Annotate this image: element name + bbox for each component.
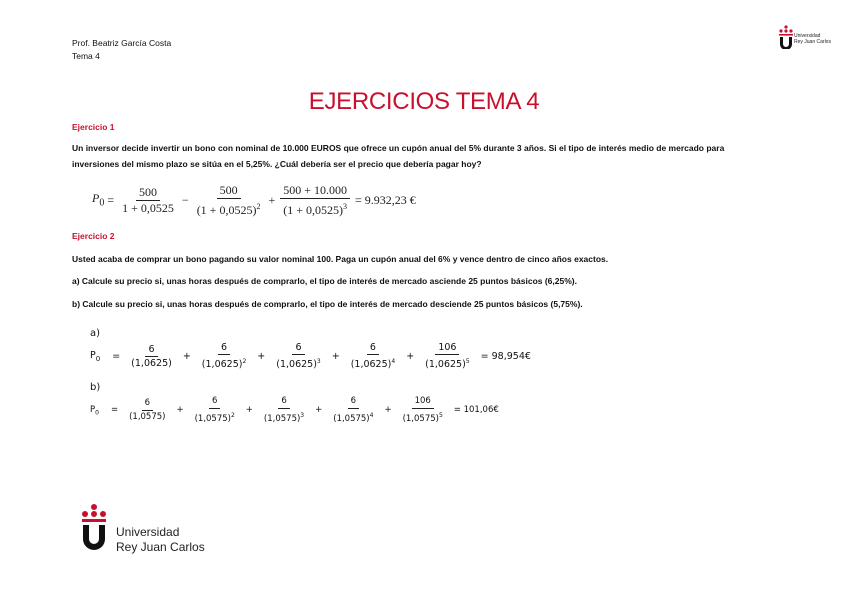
solution-term: $\frac{6}{(1,0625)^4}$ <box>350 342 396 371</box>
urjc-crown-icon <box>80 503 108 553</box>
formula-equals: = <box>107 192 115 207</box>
solution-term: $\frac{6}{(1,0625)}$ <box>131 343 172 369</box>
urjc-crown-icon <box>778 25 794 49</box>
formula-operator: − <box>181 192 189 207</box>
university-logo-footer <box>80 503 220 557</box>
logo-text-line2: Rey Juan Carlos <box>794 39 831 45</box>
solution-term: $\frac{6}{(1,0625)^3}$ <box>276 342 321 371</box>
solution-term: $\frac{6}{(1,0575)^4}$ <box>333 396 374 424</box>
page-title: EJERCICIOS TEMA 4 <box>308 88 540 115</box>
solution-term: $\frac{6}{(1,0575)^2}$ <box>194 396 235 424</box>
solution-result: = 101,06€ <box>453 405 499 416</box>
exercise2-heading: Ejercicio 2 <box>72 231 115 241</box>
formula-term: $\frac{500 + 10.000}{(1 + 0,0525)^3}$ <box>280 184 350 217</box>
exercise1-heading: Ejercicio 1 <box>72 122 115 132</box>
solution-term: $\frac{106}{(1,0625)^5}$ <box>425 342 470 371</box>
solution-b-label: b) <box>90 382 101 393</box>
solution-a-label: a) <box>90 328 101 339</box>
exercise2-statement: Usted acaba de comprar un bono pagando su valor nominal 100. Paga un cupón anual del 6% y vence dentro de cinco años exactos. <box>72 254 609 264</box>
solution-term: $\frac{6}{(1,0625)^2}$ <box>201 342 247 371</box>
university-logo-small <box>778 25 840 51</box>
formula-term: $\frac{500}{1 + 0,0525}$ <box>122 184 174 215</box>
solution-lhs: $P_0$ <box>90 349 101 363</box>
exercise2-part-b: b) Calcule su precio si, unas horas después de comprarlo, el tipo de interés de mercado desciende 25 puntos básicos (5,75%). <box>72 299 583 309</box>
exercise1-statement: Un inversor decide invertir un bono con nominal de 10.000 EUROS que ofrece un cupón anual del 5% durante 3 años. Si el tipo de interés medio de mercado para inversiones del mismo plazo se sitúa en el 5,25%. ¿Cuál debería ser el precio que debería pagar hoy? <box>72 143 725 169</box>
solution-a-formula: $P_0$ = $\frac{6}{(1,0625)}$ + $\frac{6}{(1,0625)^2}$ + $\frac{6}{(1,0625)^3}$ + $\frac{6}{(1,0625)^4}$ + $\frac{106}{(1,0625)^5}$ = 98,954€ <box>90 342 531 371</box>
footer-logo-line2: Rey Juan Carlos <box>116 540 205 554</box>
solution-b-formula: $P_0$ = $\frac{6}{(1,0575)}$ + $\frac{6}{(1,0575)^2}$ + $\frac{6}{(1,0575)^3}$ + $\frac{6}{(1,0575)^4}$ + $\frac{106}{(1,0575)^5}$ = 101,06€ <box>90 396 499 424</box>
footer-logo-line1: Universidad <box>116 525 180 539</box>
formula-lhs: $P_0$ <box>92 191 105 209</box>
solution-term: $\frac{6}{(1,0575)}$ <box>129 397 166 422</box>
formula-term: $\frac{500}{(1 + 0,0525)^2}$ <box>196 182 261 217</box>
logo-text-line1: Universidad <box>794 33 821 39</box>
formula-result: = 9.932,23 € <box>355 192 416 207</box>
solution-term: $\frac{106}{(1,0575)^5}$ <box>402 396 443 424</box>
author-name: Prof. Beatriz García Costa <box>72 38 172 48</box>
formula-operator: + <box>268 192 276 207</box>
solution-result: = 98,954€ <box>480 350 531 362</box>
exercise1-formula <box>92 183 419 217</box>
solution-term: $\frac{6}{(1,0575)^3}$ <box>263 396 305 424</box>
topic-label: Tema 4 <box>72 51 100 61</box>
solution-lhs: $P_0$ <box>90 404 99 417</box>
header-author-block <box>72 37 171 63</box>
exercise2-part-a: a) Calcule su precio si, unas horas después de comprarlo, el tipo de interés de mercado asciende 25 puntos básicos (6,25%). <box>72 276 577 286</box>
